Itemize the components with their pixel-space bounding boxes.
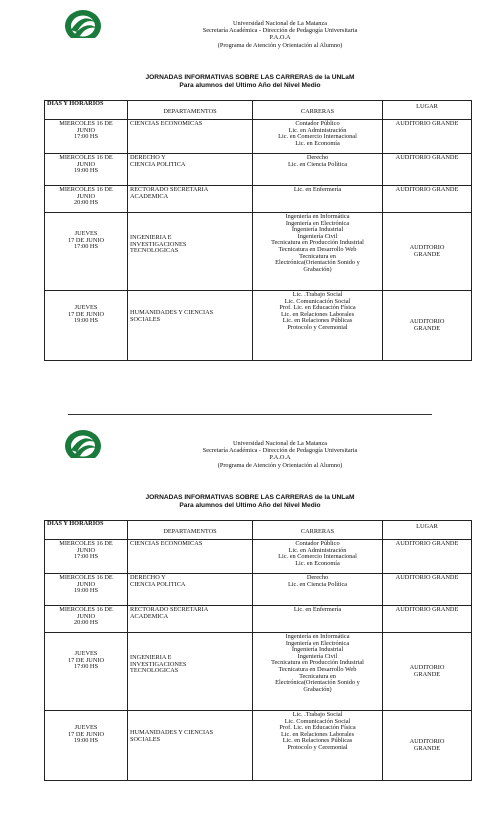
- table-row: [45, 291, 472, 361]
- careers-cell-line: Lic. en Enfermería: [293, 606, 342, 613]
- day-cell-line: JUNIO: [76, 546, 96, 554]
- department-cell-line: TECNOLOGICAS: [130, 247, 179, 255]
- careers-cell: [253, 633, 383, 711]
- careers-cell-line: Tecnicatura en: [299, 672, 336, 680]
- day-cell-line: JUEVES: [74, 304, 98, 311]
- document-title: [0, 494, 500, 510]
- day-cell: [45, 540, 128, 574]
- table-row: [45, 154, 472, 186]
- careers-cell-line: Ingeniería en Electrónica: [285, 639, 350, 647]
- department-cell-line: CIENCIA POLITICA: [130, 580, 186, 588]
- title-line-1: JORNADAS INFORMATIVAS SOBRE LAS CARRERAS de la UNLaM: [145, 74, 355, 81]
- secretariat-name: Secretaría Académica - Dirección de Pedagogía Universitaria: [202, 27, 358, 35]
- page-divider: [68, 414, 432, 415]
- careers-cell-line: Lic. en Relaciones Laborales: [280, 310, 355, 318]
- day-cell-line: JUEVES: [74, 230, 98, 237]
- institution-header: [110, 440, 450, 469]
- day-cell-line: 17 DE JUNIO: [67, 730, 105, 738]
- careers-cell-line: Lic. en Comercio Internacional: [278, 133, 357, 141]
- department-cell-line: TECNOLOGICAS: [130, 667, 179, 675]
- program-name: (Programa de Atención y Orientación al Alumno): [217, 461, 343, 469]
- careers-cell-line: Tecnicatura en Desarrollo Web: [278, 665, 357, 673]
- day-cell-line: 19:00 HS: [74, 587, 98, 595]
- careers-cell-line: Ingeniería en Electrónica: [285, 219, 350, 227]
- day-cell-line: 17:00 HS: [74, 663, 98, 671]
- department-cell: [128, 711, 253, 781]
- day-cell-line: 20:00 HS: [74, 619, 98, 627]
- day-cell: [45, 633, 128, 711]
- careers-cell-line: Ingeniería Industrial: [291, 226, 344, 234]
- day-cell-line: 19:00 HS: [74, 317, 98, 325]
- day-cell-line: JUEVES: [74, 724, 98, 731]
- careers-cell-line: Grabación): [303, 265, 332, 273]
- day-cell-line: JUNIO: [76, 160, 96, 168]
- day-cell-line: JUEVES: [74, 650, 98, 657]
- careers-cell-line: Lic. en Ciencia Política: [287, 580, 348, 588]
- place-cell: AUDITORIO GRANDE: [383, 540, 472, 574]
- day-cell-line: JUNIO: [76, 612, 96, 620]
- university-logo-icon: [62, 8, 104, 44]
- careers-cell-line: Lic. Comunicación Social: [284, 717, 351, 725]
- careers-cell-line: Contador Público: [295, 540, 340, 547]
- day-cell-line: 17 DE JUNIO: [67, 236, 105, 244]
- careers-cell-line: Grabación): [303, 685, 332, 693]
- careers-cell-line: Ingeniería Civil: [297, 652, 338, 660]
- department-cell: [128, 120, 253, 154]
- careers-cell-line: Electrónica(Orientación Sonido y: [275, 679, 360, 687]
- department-cell-line: SOCIALES: [130, 315, 161, 323]
- header-days: DIAS Y HORARIOS: [45, 101, 128, 120]
- day-cell: [45, 291, 128, 361]
- careers-cell-line: Ingeniería Industrial: [291, 646, 344, 654]
- careers-cell-line: Tecnicatura en Desarrollo Web: [278, 245, 357, 253]
- header-departments: DEPARTAMENTOS: [128, 101, 253, 120]
- table-row: [45, 213, 472, 291]
- careers-cell-line: Protocolo y Ceremonial: [287, 743, 348, 751]
- place-cell: [383, 213, 472, 291]
- place-cell: AUDITORIO GRANDE: [383, 120, 472, 154]
- careers-cell-line: Lic. en Relaciones Laborales: [280, 730, 355, 738]
- title-line-1: JORNADAS INFORMATIVAS SOBRE LAS CARRERAS de la UNLaM: [145, 494, 355, 501]
- table-row: [45, 574, 472, 606]
- table-row: [45, 711, 472, 781]
- day-cell-line: MIERCOLES 16 DE: [59, 154, 113, 161]
- day-cell-line: MIERCOLES 16 DE: [59, 540, 113, 547]
- place-word: GRANDE: [413, 250, 441, 258]
- careers-cell-line: Lic. Comunicación Social: [284, 297, 351, 305]
- careers-cell-line: Prof. Lic. en Educación Física: [279, 304, 356, 312]
- department-cell-line: CIENCIA POLITICA: [130, 160, 186, 168]
- table-header-row: [45, 521, 472, 540]
- day-cell-line: 17:00 HS: [74, 553, 98, 561]
- careers-cell: [253, 606, 383, 633]
- place-cell: AUDITORIO GRANDE: [383, 154, 472, 186]
- title-line-2: Para alumnos del Ultimo Año del Nivel Medio: [179, 502, 321, 509]
- day-cell-line: 17 DE JUNIO: [67, 310, 105, 318]
- department-cell: [128, 213, 253, 291]
- day-cell-line: 19:00 HS: [74, 167, 98, 175]
- careers-cell-line: Lic. .Trabajo Social: [292, 711, 343, 718]
- careers-cell-line: Derecho: [306, 574, 329, 581]
- institution-header: [110, 20, 450, 49]
- day-cell-line: 17:00 HS: [74, 243, 98, 251]
- careers-cell-line: Lic. en Administración: [288, 546, 347, 554]
- paoa-label: P.A.O.A: [269, 34, 291, 42]
- day-cell-line: JUNIO: [76, 192, 96, 200]
- header-place: LUGAR: [383, 101, 472, 120]
- department-cell: [128, 633, 253, 711]
- department-cell-line: INGENIERIA E: [130, 654, 172, 661]
- day-cell-line: 17 DE JUNIO: [67, 656, 105, 664]
- careers-cell-line: Lic. en Administración: [288, 126, 347, 134]
- careers-cell: [253, 120, 383, 154]
- place-word: GRANDE: [413, 744, 441, 752]
- day-cell-line: MIERCOLES 16 DE: [59, 606, 113, 613]
- careers-cell-line: Lic. en Ciencia Política: [287, 160, 348, 168]
- day-cell-line: 17:00 HS: [74, 133, 98, 141]
- careers-cell: [253, 186, 383, 213]
- place-cell: AUDITORIO GRANDE: [383, 186, 472, 213]
- department-cell-line: DERECHO Y: [130, 154, 166, 161]
- place-word: AUDITORIO: [409, 663, 445, 671]
- day-cell: [45, 213, 128, 291]
- department-cell-line: CIENCIAS ECONOMICAS: [130, 540, 203, 547]
- careers-cell: [253, 213, 383, 291]
- careers-cell-line: Contador Público: [295, 120, 340, 127]
- day-cell: [45, 120, 128, 154]
- university-logo-icon: [62, 428, 104, 464]
- department-cell-line: SOCIALES: [130, 735, 161, 743]
- header-careers: CARRERAS: [253, 521, 383, 540]
- careers-cell-line: Ingeniería en Informática: [285, 213, 350, 220]
- department-cell: [128, 186, 253, 213]
- table-row: [45, 606, 472, 633]
- careers-cell: [253, 574, 383, 606]
- place-cell: AUDITORIO GRANDE: [383, 606, 472, 633]
- place-cell: [383, 711, 472, 781]
- table-header-row: [45, 101, 472, 120]
- header-place: LUGAR: [383, 521, 472, 540]
- day-cell-line: MIERCOLES 16 DE: [59, 574, 113, 581]
- careers-cell-line: Ingeniería en Informática: [285, 633, 350, 640]
- department-cell-line: ACADEMICA: [130, 192, 169, 200]
- department-cell-line: HUMANIDADES Y CIENCIAS: [130, 309, 214, 316]
- day-cell: [45, 186, 128, 213]
- place-word: AUDITORIO: [409, 243, 445, 251]
- careers-cell-line: Lic. en Economía: [295, 559, 340, 567]
- document-title: [0, 74, 500, 90]
- header-departments: DEPARTAMENTOS: [128, 521, 253, 540]
- day-cell: [45, 606, 128, 633]
- place-cell: AUDITORIO GRANDE: [383, 574, 472, 606]
- careers-cell-line: Protocolo y Ceremonial: [287, 323, 348, 331]
- department-cell: [128, 540, 253, 574]
- careers-cell-line: Derecho: [306, 154, 329, 161]
- table-row: [45, 633, 472, 711]
- schedule-table: [44, 520, 472, 781]
- place-word: AUDITORIO: [409, 737, 445, 745]
- day-cell-line: MIERCOLES 16 DE: [59, 120, 113, 127]
- header-careers: CARRERAS: [253, 101, 383, 120]
- department-cell: [128, 154, 253, 186]
- day-cell-line: JUNIO: [76, 580, 96, 588]
- careers-cell-line: Tecnicatura en: [299, 252, 336, 260]
- place-word: GRANDE: [413, 324, 441, 332]
- department-cell-line: INGENIERIA E: [130, 234, 172, 241]
- department-cell-line: INVESTIGACIONES: [130, 240, 187, 248]
- day-cell-line: 19:00 HS: [74, 737, 98, 745]
- department-cell: [128, 291, 253, 361]
- university-name: Universidad Nacional de La Matanza: [232, 440, 328, 447]
- paoa-label: P.A.O.A: [269, 454, 291, 462]
- day-cell-line: 20:00 HS: [74, 199, 98, 207]
- careers-cell-line: Prof. Lic. en Educación Física: [279, 724, 356, 732]
- place-cell: [383, 291, 472, 361]
- place-word: GRANDE: [413, 670, 441, 678]
- table-row: [45, 186, 472, 213]
- university-name: Universidad Nacional de La Matanza: [232, 20, 328, 27]
- header-days: DIAS Y HORARIOS: [45, 521, 128, 540]
- day-cell: [45, 154, 128, 186]
- department-cell-line: RECTORADO SECRETARIA: [130, 186, 209, 193]
- day-cell-line: MIERCOLES 16 DE: [59, 186, 113, 193]
- department-cell-line: HUMANIDADES Y CIENCIAS: [130, 729, 214, 736]
- department-cell-line: CIENCIAS ECONOMICAS: [130, 120, 203, 127]
- careers-cell-line: Lic. en Relaciones Públicas: [282, 317, 353, 325]
- careers-cell-line: Ingeniería Civil: [297, 232, 338, 240]
- careers-cell-line: Tecnicatura en Producción Industrial: [271, 239, 364, 247]
- careers-cell: [253, 291, 383, 361]
- day-cell: [45, 574, 128, 606]
- careers-cell-line: Lic. .Trabajo Social: [292, 291, 343, 298]
- table-row: [45, 120, 472, 154]
- careers-cell-line: Lic. en Relaciones Públicas: [282, 737, 353, 745]
- careers-cell-line: Lic. en Comercio Internacional: [278, 553, 357, 561]
- department-cell-line: DERECHO Y: [130, 574, 166, 581]
- careers-cell: [253, 711, 383, 781]
- careers-cell-line: Lic. en Enfermería: [293, 186, 342, 193]
- department-cell: [128, 574, 253, 606]
- program-name: (Programa de Atención y Orientación al Alumno): [217, 41, 343, 49]
- day-cell: [45, 711, 128, 781]
- table-row: [45, 540, 472, 574]
- day-cell-line: JUNIO: [76, 126, 96, 134]
- department-cell: [128, 606, 253, 633]
- careers-cell: [253, 540, 383, 574]
- place-cell: [383, 633, 472, 711]
- department-cell-line: ACADEMICA: [130, 612, 169, 620]
- secretariat-name: Secretaría Académica - Dirección de Pedagogía Universitaria: [202, 447, 358, 455]
- title-line-2: Para alumnos del Ultimo Año del Nivel Medio: [179, 82, 321, 89]
- careers-cell: [253, 154, 383, 186]
- careers-cell-line: Lic. en Economía: [295, 139, 340, 147]
- place-word: AUDITORIO: [409, 317, 445, 325]
- schedule-table: [44, 100, 472, 361]
- careers-cell-line: Electrónica(Orientación Sonido y: [275, 259, 360, 267]
- careers-cell-line: Tecnicatura en Producción Industrial: [271, 659, 364, 667]
- department-cell-line: RECTORADO SECRETARIA: [130, 606, 209, 613]
- department-cell-line: INVESTIGACIONES: [130, 660, 187, 668]
